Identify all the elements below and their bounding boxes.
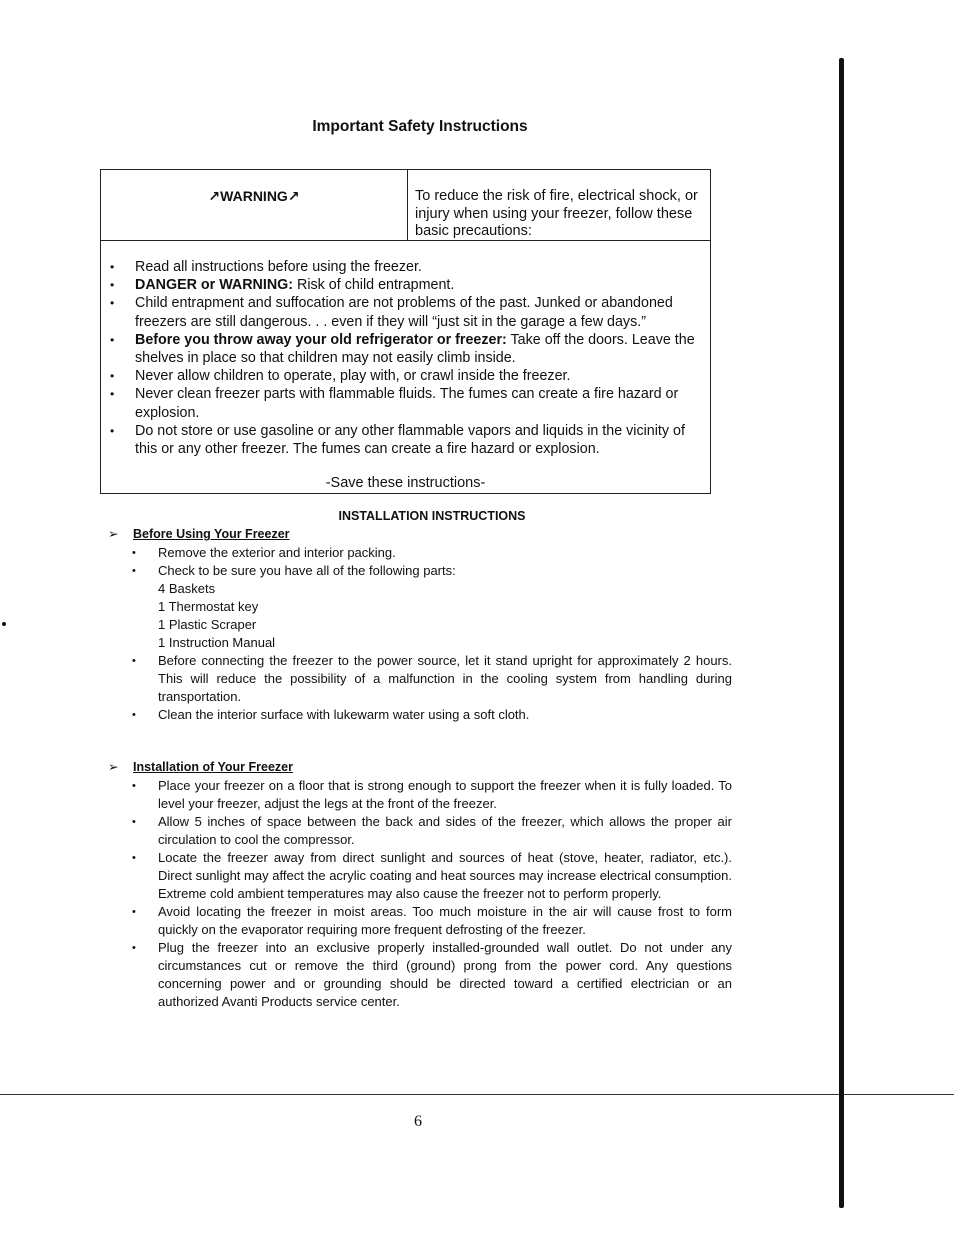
before-using-heading: ➢ Before Using Your Freezer — [108, 527, 290, 541]
page-title: Important Safety Instructions — [312, 118, 528, 135]
list-item: • Plug the freezer into an exclusive properly installed-grounded wall outlet. Do not under any circumstances cut or remove the third (ground) prong from the power cord. Any questions concerning power and or grounding should be directed toward a certified electrician or an authorized Avanti Products service center. — [108, 939, 732, 1011]
page-number: 6 — [414, 1113, 422, 1130]
arrowhead-icon: ➢ — [108, 527, 119, 541]
list-item: • Remove the exterior and interior packing. — [108, 544, 732, 562]
list-item: • Check to be sure you have all of the following parts: — [108, 562, 732, 580]
list-item: • Before you throw away your old refrigerator or freezer: Take off the doors. Leave the shelves in place so that children may not easily climb inside. — [101, 331, 710, 367]
list-item: • Read all instructions before using the freezer. — [101, 258, 710, 276]
list-item: • Place your freezer on a floor that is strong enough to support the freezer when it is fully loaded. To level your freezer, adjust the legs at the front of the freezer. — [108, 777, 732, 813]
warning-label-cell — [101, 170, 408, 240]
list-item: • Locate the freezer away from direct sunlight and sources of heat (stove, heater, radiator, etc.). Direct sunlight may affect the acrylic coating and heat sources may increase electrical consumption. Extreme cold ambient temperatures may also cause the freezer not to perform properly. — [108, 849, 732, 903]
arrowhead-icon: ➢ — [108, 760, 119, 774]
list-item: • DANGER or WARNING: Risk of child entrapment. — [101, 276, 710, 294]
list-item: • Allow 5 inches of space between the back and sides of the freezer, which allows the proper air circulation to cool the compressor. — [108, 813, 732, 849]
installation-list — [108, 777, 732, 1011]
warning-row — [101, 170, 710, 241]
list-item: • Never allow children to operate, play with, or crawl inside the freezer. — [101, 367, 710, 385]
installation-of-heading: ➢ Installation of Your Freezer — [108, 760, 293, 774]
list-item: • Child entrapment and suffocation are not problems of the past. Junked or abandoned freezers are still dangerous. . . even if they will “just sit in the garage a few days.” — [101, 294, 710, 330]
parts-item: 1 Plastic Scraper — [158, 617, 257, 632]
bold-lead: Before you throw away your old refrigerator or freezer: — [135, 331, 507, 348]
parts-item: 1 Instruction Manual — [158, 635, 276, 650]
warning-heading — [101, 188, 407, 205]
list-item: • Avoid locating the freezer in moist areas. Too much moisture in the air will cause frost to form quickly on the evaporator requiring more frequent defrosting of the freezer. — [108, 903, 732, 939]
lightning-icon: ↗ — [287, 188, 300, 204]
scan-edge-bar — [839, 58, 844, 1208]
footer-rule — [0, 1094, 954, 1095]
list-item: • Clean the interior surface with lukewarm water using a soft cloth. — [108, 706, 732, 724]
list-item: • Before connecting the freezer to the power source, let it stand upright for approximately 2 hours. This will reduce the possibility of a malfunction in the cooling system from handling during transportation. — [108, 652, 732, 706]
installation-heading: INSTALLATION INSTRUCTIONS — [338, 509, 526, 523]
warning-text: To reduce the risk of fire, electrical shock, or injury when using your freezer, follow these basic precautions: — [415, 188, 698, 239]
parts-item: 1 Thermostat key — [158, 599, 259, 614]
bold-lead: DANGER or WARNING: — [135, 277, 294, 294]
scan-mark — [2, 622, 6, 626]
list-item: • Never clean freezer parts with flammable fluids. The fumes can create a fire hazard or explosion. — [101, 385, 710, 421]
parts-item: 4 Baskets — [158, 581, 216, 596]
warning-label: WARNING — [220, 188, 288, 204]
save-instructions: -Save these instructions- — [325, 475, 486, 491]
before-using-list — [108, 544, 732, 724]
list-item: • Do not store or use gasoline or any other flammable vapors and liquids in the vicinity of this or any other freezer. The fumes can create a fire hazard or explosion. — [101, 422, 710, 458]
safety-list — [101, 258, 710, 458]
safety-box — [100, 169, 711, 494]
lightning-icon: ↗ — [208, 188, 221, 204]
